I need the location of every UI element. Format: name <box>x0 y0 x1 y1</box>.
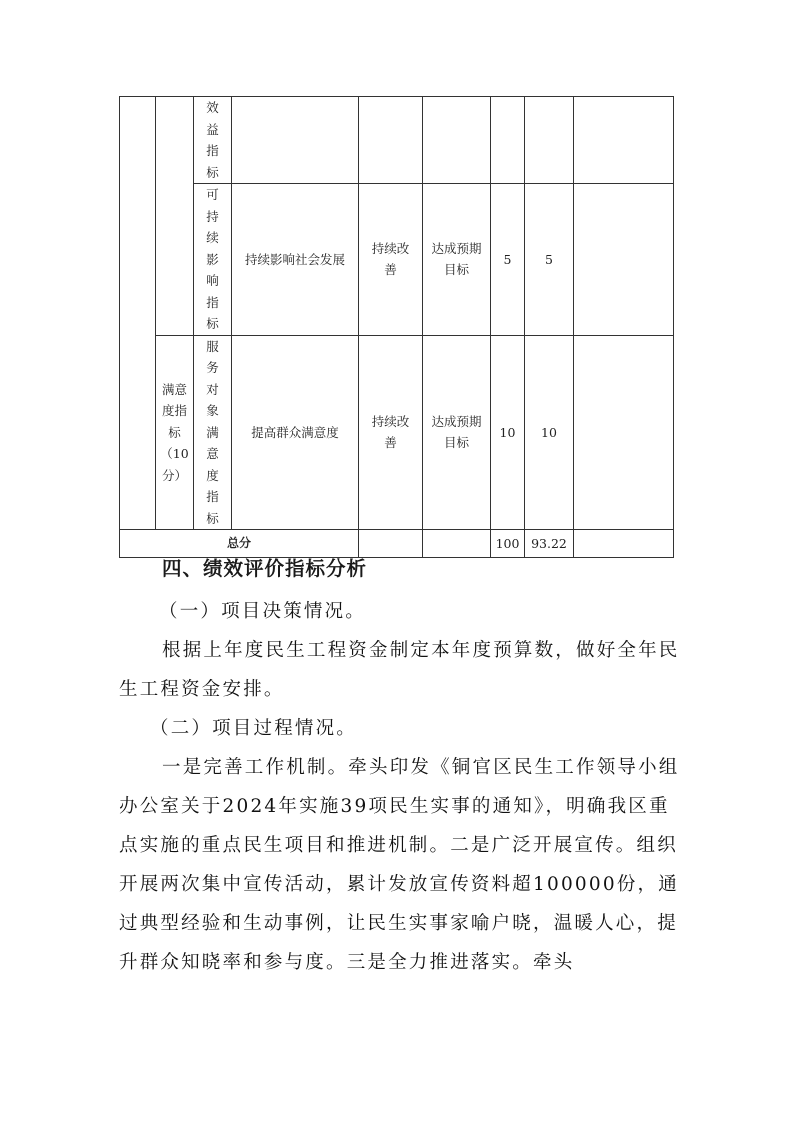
indicator-cell: 持续影响社会发展 <box>232 184 359 336</box>
target-cell <box>359 530 423 558</box>
actual-cell <box>423 97 491 184</box>
subheading-decision: （一）项目决策情况。 <box>159 601 367 622</box>
score-cell: 10 <box>525 335 574 530</box>
total-label: 总分 <box>120 530 359 558</box>
table-row <box>120 335 674 530</box>
indicator-cell <box>232 97 359 184</box>
note-cell <box>574 530 674 558</box>
level2-category-cell: 满意度指标（10分） <box>156 335 194 530</box>
actual-cell: 达成预期目标 <box>423 335 491 530</box>
table-row <box>120 97 674 184</box>
actual-cell <box>423 530 491 558</box>
note-cell <box>574 97 674 184</box>
table-row <box>120 184 674 336</box>
paragraph-process: 一是完善工作机制。牵头印发《铜官区民生工作领导小组办公室关于2024年实施39项民生实事的通知》，明确我区重点实施的重点民生项目和推进机制。二是广泛开展宣传。组织开展两次集中宣传活动，累计发放宣传资料超100000份，通过典型经验和生动事例，让民生实事家喻户晓，温暖人心，提升群众知晓率和参与度。三是全力推进落实。牵头 <box>119 757 680 973</box>
weight-cell: 10 <box>491 335 525 530</box>
target-cell <box>359 97 423 184</box>
level3-category-cell: 可持续影响指标 <box>194 184 232 336</box>
note-cell <box>574 184 674 336</box>
score-cell <box>525 97 574 184</box>
performance-score-table <box>119 96 674 558</box>
actual-cell: 达成预期目标 <box>423 184 491 336</box>
target-cell: 持续改善 <box>359 335 423 530</box>
target-cell: 持续改善 <box>359 184 423 336</box>
section-body <box>119 592 684 982</box>
subheading-process: （二）项目过程情况。 <box>150 718 358 739</box>
level3-category-cell: 效益指标 <box>194 97 232 184</box>
total-weight: 100 <box>491 530 525 558</box>
section-heading: 四、绩效评价指标分析 <box>162 557 368 580</box>
level1-category-cell <box>120 97 156 530</box>
note-cell <box>574 335 674 530</box>
level3-category-cell: 服务对象满意度指标 <box>194 335 232 530</box>
indicator-cell: 提高群众满意度 <box>232 335 359 530</box>
weight-cell <box>491 97 525 184</box>
paragraph-decision: 根据上年度民生工程资金制定本年度预算数，做好全年民生工程资金安排。 <box>119 640 680 700</box>
total-score: 93.22 <box>525 530 574 558</box>
score-cell: 5 <box>525 184 574 336</box>
level2-category-cell <box>156 97 194 336</box>
weight-cell: 5 <box>491 184 525 336</box>
